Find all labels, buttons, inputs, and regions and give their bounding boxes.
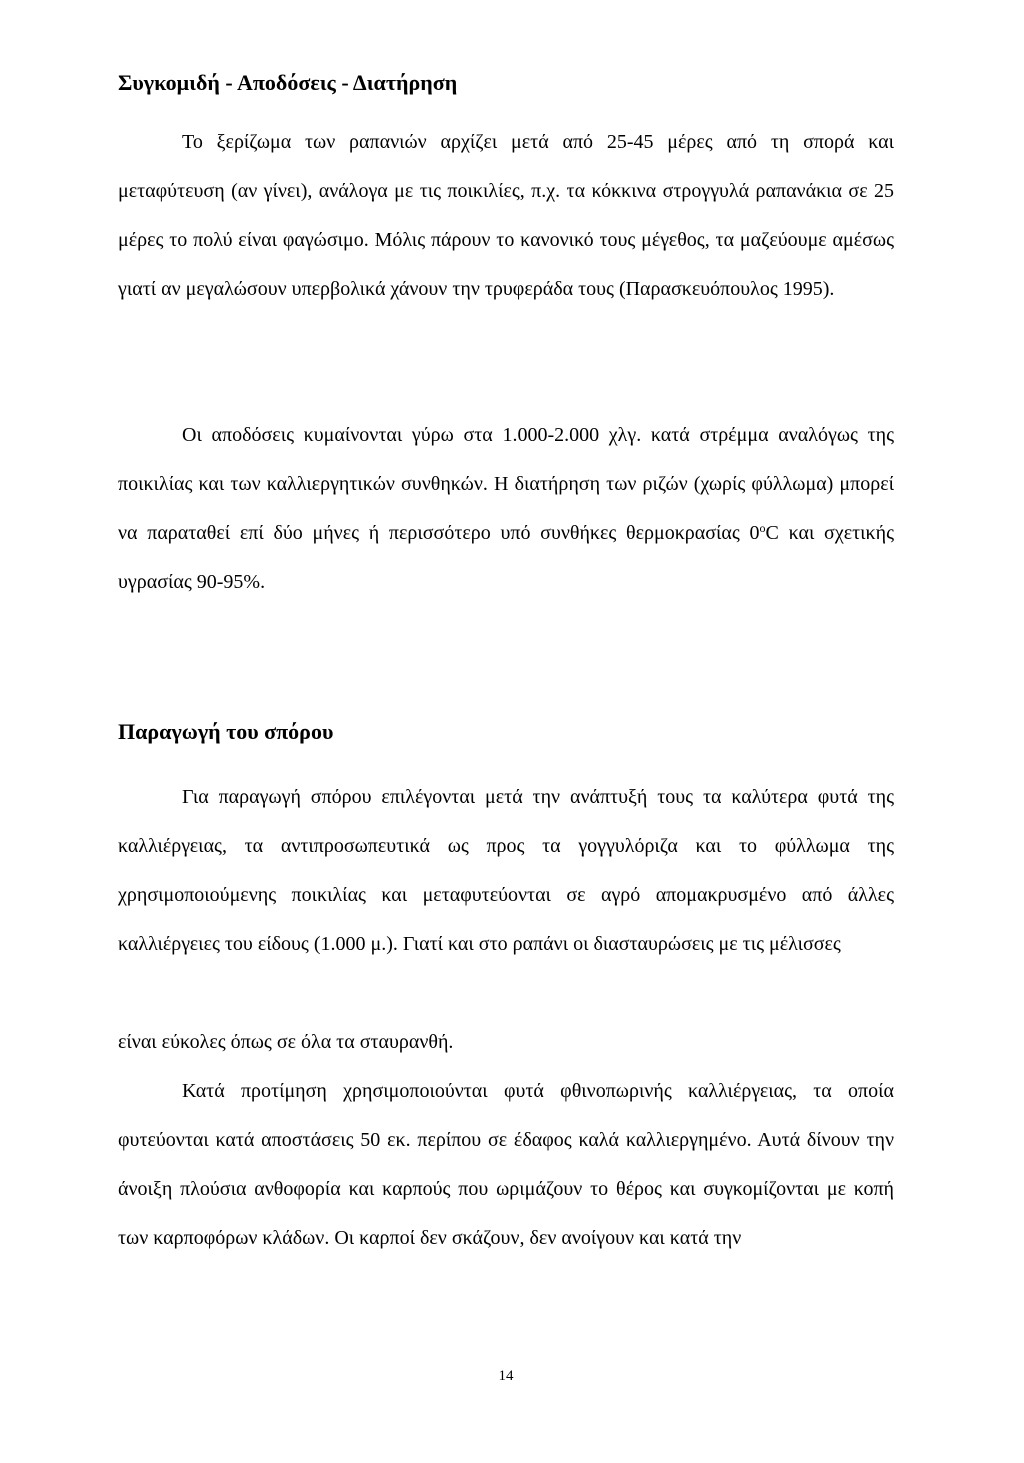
document-page <box>118 0 894 1463</box>
paragraph-yields-storage <box>118 411 894 607</box>
paragraph-seed-selection: Για παραγωγή σπόρου επιλέγονται μετά την ανάπτυξή τους τα καλύτερα φυτά της καλλιέργειας, τα αντιπροσωπευτικά ως προς τα γογγυλόριζα και το φύλλωμα της χρησιμοποιούμενης ποικιλίας και μεταφυτεύονται σε αγρό απομακρυσμένο από άλλες καλλιέργειες του είδους (1.000 μ.). Γιατί και στο ραπάνι οι διασταυρώσεις με τις μέλισσες <box>118 786 894 955</box>
paragraph-harvest-timing: Το ξερίζωμα των ραπανιών αρχίζει μετά από 25-45 μέρες από τη σπορά και μεταφύτευση (αν γίνει), ανάλογα με τις ποικιλίες, π.χ. τα κόκκινα στρογγυλά ραπανάκια σε 25 μέρες το πολύ είναι φαγώσιμο. Μόλις πάρουν το κανονικό τους μέγεθος, τα μαζεύουμε αμέσως γιατί αν μεγαλώσουν υπερβολικά χάνουν την τρυφεράδα τους (Παρασκευόπουλος 1995). <box>118 131 894 300</box>
section-heading-seed-production: Παραγωγή του σπόρου <box>118 719 334 744</box>
yields-text-part2: C και σχετικής υγρασίας 90-95%. <box>118 522 894 593</box>
paragraph-autumn-plants: Κατά προτίμηση χρησιμοποιούνται φυτά φθινοπωρινής καλλιέργειας, τα οποία φυτεύονται κατά αποστάσεις 50 εκ. περίπου σε έδαφος καλά καλλιεργημένο. Αυτά δίνουν την άνοιξη πλούσια ανθοφορία και καρπούς που ωριμάζουν το θέρος και συγκομίζονται με κοπή των καρποφόρων κλάδων. Οι καρποί δεν σκάζουν, δεν ανοίγουν και κατά την <box>118 1080 894 1249</box>
section-heading-harvest: Συγκομιδή - Αποδόσεις - Διατήρηση <box>118 70 458 95</box>
page-number: 14 <box>498 1368 514 1384</box>
yields-text-part1: Οι αποδόσεις κυμαίνονται γύρω στα 1.000-2.000 χλγ. κατά στρέμμα αναλόγως της ποικιλίας και των καλλιεργητικών συνθηκών. Η διατήρηση των ριζών (χωρίς φύλλωμα) μπορεί να παραταθεί επί δύο μήνες ή περισσότερο υπό συνθήκες θερμοκρασίας 0 <box>118 424 894 544</box>
paragraph-seed-selection-last-line: είναι εύκολες όπως σε όλα τα σταυρανθή. <box>118 1031 454 1053</box>
degree-symbol: o <box>759 521 766 535</box>
